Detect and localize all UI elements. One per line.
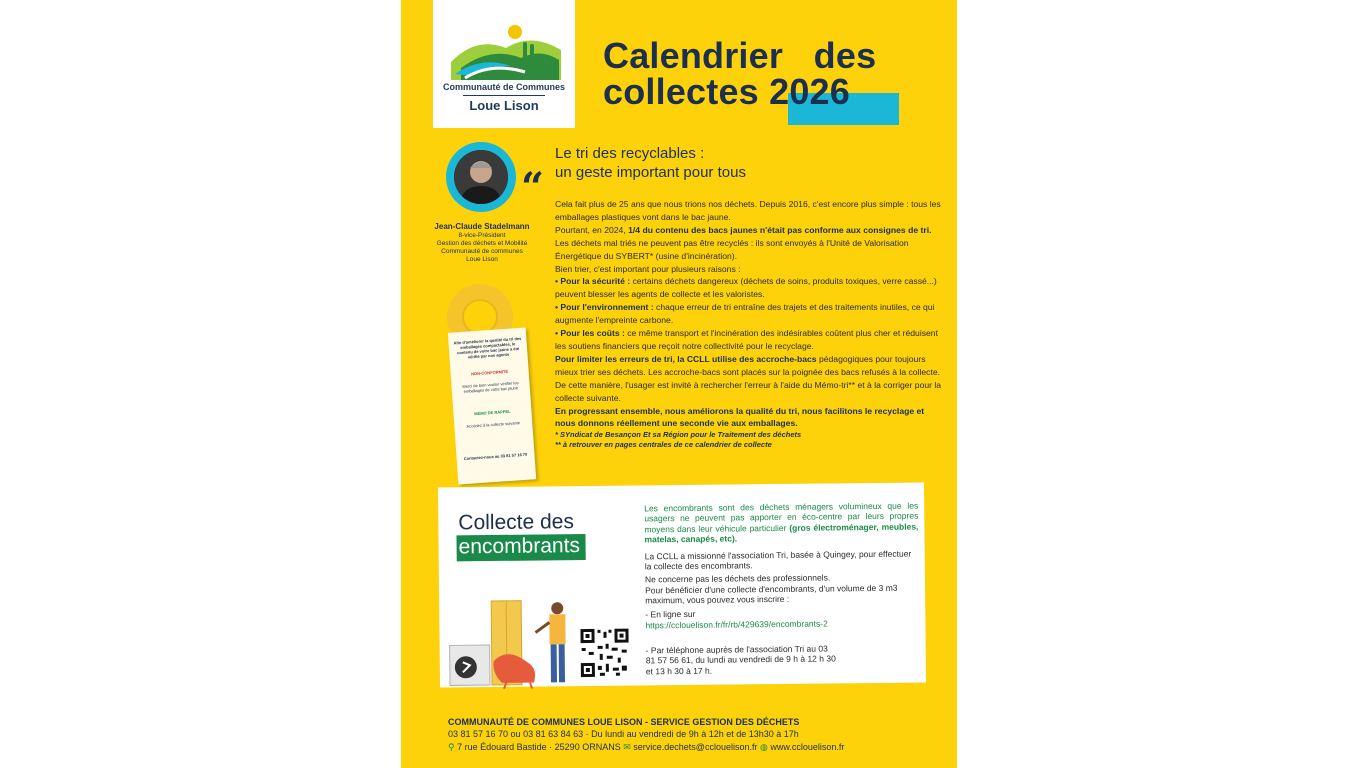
logo-divider xyxy=(463,95,545,96)
door-hanger-image xyxy=(448,327,536,484)
title-line-2: collectes 2026 xyxy=(603,71,850,112)
encombrants-link[interactable]: https://cclouelison.fr/fr/rb/429639/encombrants-2 xyxy=(645,618,828,631)
article-paragraph-5 xyxy=(555,405,943,431)
article-body xyxy=(555,198,943,450)
p4-text: pédagogiques pour toujours mieux trier ses déchets. Les accroche-bacs sont placés sur la poignée des bacs refusés à la collecte. De cette manière, l'usager est invité à rechercher l'erreur à l'aide du Mémo-tri** et à la corriger pour la collecte suivante. xyxy=(555,353,942,403)
hanger-text-5: Accédez à la collecte suivante xyxy=(466,420,521,429)
encombrants-card xyxy=(438,482,926,687)
bullet-safety xyxy=(555,275,943,301)
p4-head: Pour limiter les erreurs de tri, la CCLL utilise des accroche-bacs xyxy=(555,353,817,364)
encombrants-paragraph-2: Ne concerne pas les déchets des professionnels. xyxy=(644,572,831,585)
mail-icon: ✉ xyxy=(623,742,631,752)
article-paragraph-2 xyxy=(555,224,943,263)
footnote-1: * SYndicat de Besançon Et sa Région pour le Traitement des déchets xyxy=(555,430,802,440)
article-heading-line-2: un geste important pour tous xyxy=(555,164,746,181)
footer-phone-hours: 03 81 57 16 70 ou 03 81 63 84 63 · Du lundi au vendredi de 9h à 12h et de 13h30 à 17h xyxy=(448,729,799,739)
footer-contact xyxy=(448,742,844,753)
logo-text-top: Communauté de Communes xyxy=(442,82,565,92)
footnote-2: ** à retrouver en pages centrales de ce calendrier de collecte xyxy=(555,440,772,450)
avatar xyxy=(454,150,508,204)
signature-dept-2: Communauté de communes xyxy=(441,248,523,255)
signature-dept-3: Loue Lison xyxy=(466,256,498,263)
logo-card xyxy=(433,0,575,128)
encombrants-intro xyxy=(644,501,918,545)
footer-org: COMMUNAUTÉ DE COMMUNES LOUE LISON - SERVICE GESTION DES DÉCHETS xyxy=(448,717,800,727)
hanger-text-6: Contactez-nous au 03 81 57 16 70 xyxy=(463,451,528,462)
encombrants-title-1: Collecte des xyxy=(458,510,575,535)
globe-icon: ◍ xyxy=(760,742,768,752)
encombrants-online-label: - En ligne sur xyxy=(645,608,696,620)
article-heading xyxy=(555,144,855,182)
signature-dept-1: Gestion des déchets et Mobilité xyxy=(436,240,528,247)
intro-examples: (gros électroménager, meubles, matelas, canapés, etc). xyxy=(644,521,919,545)
p5-text: En progressant ensemble, nous améliorons la qualité du tri, nous facilitons le recyclage et nous donnons réellement une seconde vie aux emballages. xyxy=(555,405,925,429)
article-paragraph-3: Bien trier, c'est important pour plusieurs raisons : xyxy=(555,263,741,274)
bullet-environment-head: • Pour l'environnement : xyxy=(555,302,654,313)
article-paragraph-1: Cela fait plus de 25 ans que nous trions nos déchets. Depuis 2016, c'est encore plus simple : tous les emballages plastiques vont dans le bac jaune. xyxy=(555,199,941,222)
encombrants-paragraph-3: Pour bénéficier d'une collecte d'encombrants, d'un volume de 3 m3 maximum, vous pouvez vous inscrire : xyxy=(645,582,898,606)
bullet-costs xyxy=(555,327,943,353)
intro-text: Les encombrants sont des déchets ménagers volumineux que les usagers ne peuvent pas apporter en éco-centre par leurs propres moyens dans leur véhicule particulier xyxy=(644,500,919,535)
p2-start: Pourtant, en 2024, xyxy=(555,224,629,235)
appliance-furniture-illustration xyxy=(447,598,578,689)
logo-text-bottom: Loue Lison xyxy=(469,98,539,113)
encombrants-title-2: encombrants xyxy=(456,534,586,561)
qr-code-icon[interactable] xyxy=(579,628,630,679)
encombrants-phone: - Par téléphone auprès de l'association Tri au 03 81 57 56 61, du lundi au vendredi de 9 h à 12 h 30 et 13 h 30 à 17 h. xyxy=(645,643,836,677)
bullet-environment-text: chaque erreur de tri entraîne des trajets et des traitements inutiles, ce qui augmente l'empreinte carbone. xyxy=(555,302,935,326)
hanger-text-1: Afin d'améliorer la qualité du tri des emballages compactables, le contenu de votre bac jaune a été vérifié par nos agents xyxy=(453,335,522,360)
bullet-safety-text: certains déchets dangereux (déchets de soins, produits toxiques, verre cassé...) peuvent blesser les agents de collecte et les valoristes. xyxy=(555,276,937,300)
quote-icon: “ xyxy=(521,164,545,211)
bullet-environment xyxy=(555,301,943,327)
footer-address: 7 rue Édouard Bastide · 25290 ORNANS xyxy=(457,742,621,752)
page-title xyxy=(603,35,923,112)
calendar-page xyxy=(401,0,957,768)
bullet-costs-text: ce même transport et l'incinération des indésirables coûtent plus cher et réduisent les soutiens financiers que reçoit notre collectivité pour le recyclage. xyxy=(555,328,938,351)
footer-email[interactable]: service.dechets@cclouelison.fr xyxy=(633,742,758,752)
p2-end: Les déchets mal triés ne peuvent pas être recyclés : ils sont envoyés à l'Unité de Valorisation Énergétique du SYBERT* (usine d'incinération). xyxy=(555,237,909,261)
bullet-costs-head: • Pour les coûts : xyxy=(555,328,625,339)
encombrants-paragraph-1: La CCLL a missionné l'association Tri, basée à Quingey, pour effectuer la collecte des encombrants. xyxy=(644,548,912,572)
hanger-text-4: MÉMO DE RAPPEL xyxy=(474,408,511,417)
article-heading-line-1: Le tri des recyclables : xyxy=(555,145,705,162)
title-line-1: Calendrier des xyxy=(603,35,877,76)
bullet-safety-head: • Pour la sécurité : xyxy=(555,276,631,287)
p2-highlight: 1/4 du contenu des bacs jaunes n'était pas conforme aux consignes de tri. xyxy=(628,224,932,235)
signature-role: 8-vice-Président xyxy=(458,232,506,239)
location-pin-icon: ⚲ xyxy=(448,742,455,752)
footer-website[interactable]: www.cclouelison.fr xyxy=(770,742,845,752)
logo-hills-icon xyxy=(451,22,561,80)
hanger-text-3: Merci de bien vouloir vérifier les emballages de votre bac jaune xyxy=(462,380,519,394)
hanger-text-2: NON-CONFORMITÉ xyxy=(470,368,509,377)
person-portrait-icon xyxy=(454,150,508,204)
signature-name: Jean-Claude Stadelmann xyxy=(434,222,530,231)
article-paragraph-4 xyxy=(555,353,943,405)
